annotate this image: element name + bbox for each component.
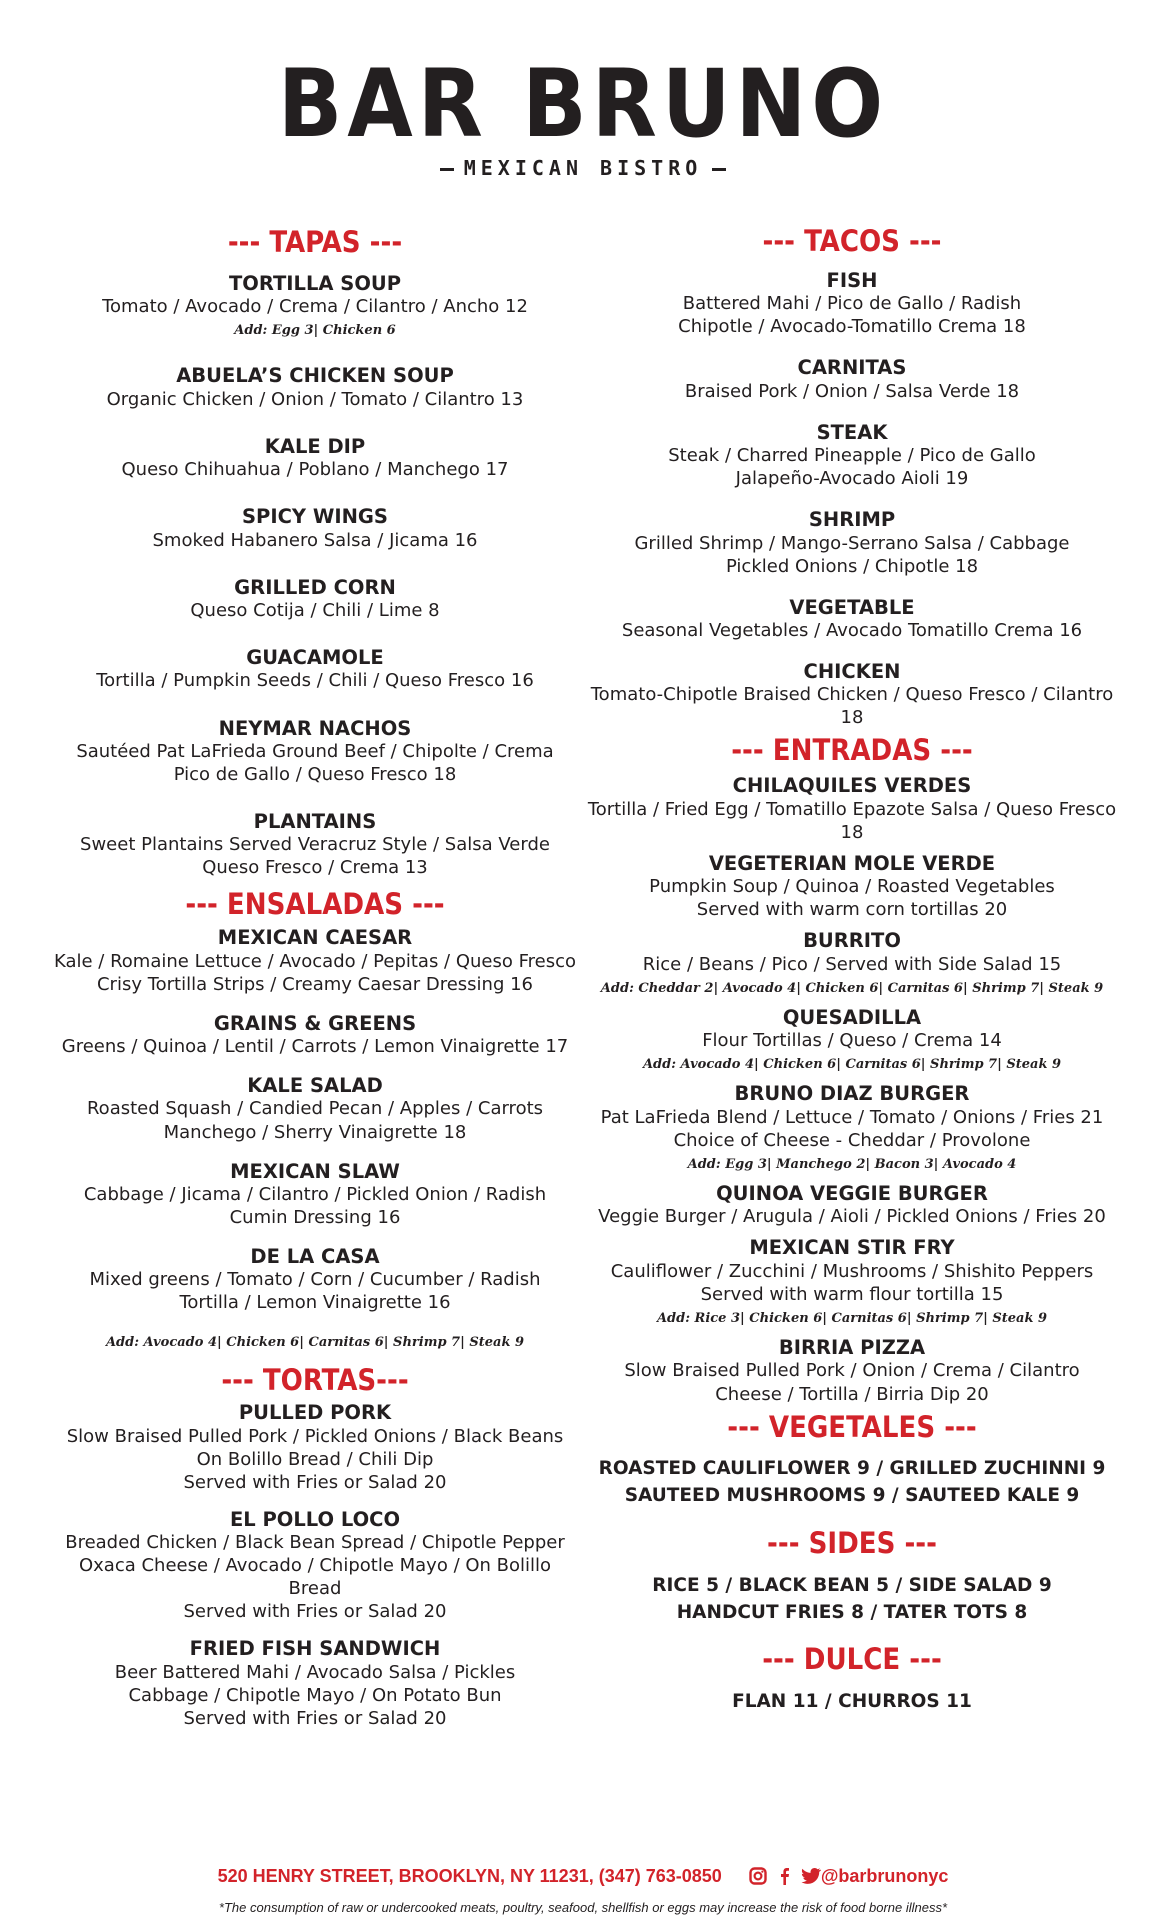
menu-item-description: Steak / Charred Pineapple / Pico de Gallo [668, 445, 1036, 467]
menu-item-name: VEGETABLE [789, 595, 915, 619]
menu-item [584, 1082, 1120, 1174]
menu-item-name: SPICY WINGS [242, 505, 388, 529]
tacos-title: --- TACOS --- [762, 224, 942, 258]
menu-item-description: Roasted Squash / Candied Pecan / Apples / Carrots [86, 1098, 544, 1120]
tacos-list [584, 269, 1120, 730]
social-handle[interactable]: @barbrunonyc [820, 1866, 949, 1886]
menu-item-name: QUINOA VEGGIE BURGER [716, 1182, 988, 1206]
facebook-icon[interactable] [778, 1867, 790, 1885]
menu-item-name: SHRIMP [808, 508, 896, 532]
menu-item-addon: Add: Egg 3| Chicken 6 [234, 323, 396, 339]
dulce-title: --- DULCE --- [762, 1642, 942, 1677]
menu-item-name: KALE DIP [264, 434, 366, 458]
menu-item-description: Oxaca Cheese / Avocado / Chipotle Mayo / On Bolillo Bread [78, 1555, 552, 1600]
menu-item [584, 508, 1120, 577]
menu-item [50, 1160, 580, 1229]
tapas-list [50, 272, 580, 880]
menu-item-name: MEXICAN STIR FRY [749, 1236, 955, 1260]
menu-item-name: BRUNO DIAZ BURGER [734, 1082, 970, 1106]
menu-item-description: Queso Cotija / Chili / Lime 8 [190, 600, 440, 622]
menu-item [50, 364, 580, 410]
menu-item [584, 929, 1120, 998]
menu-item-name: GRAINS & GREENS [213, 1011, 417, 1035]
menu-item-description: Tomato-Chipotle Braised Chicken / Queso Fresco / Cilantro 18 [590, 684, 1114, 729]
ensaladas-title: --- ENSALADAS --- [185, 887, 445, 922]
vegetales-line: ROASTED CAULIFLOWER 9 / GRILLED ZUCHINNI 9 [598, 1458, 1106, 1480]
menu-item-name: BURRITO [803, 929, 901, 953]
menu-item-description: Cumin Dressing 16 [229, 1206, 401, 1228]
menu-item-description: Rice / Beans / Pico / Served with Side Salad 15 [642, 953, 1062, 975]
menu-item-description: Cabbage / Jicama / Cilantro / Pickled Onion / Radish [83, 1183, 547, 1205]
menu-item-description: Breaded Chicken / Black Bean Spread / Chipotle Pepper [65, 1532, 565, 1554]
menu-item-addon: Add: Egg 3| Manchego 2| Bacon 3| Avocado 4 [687, 1156, 1017, 1172]
menu-item-description: Crisy Tortilla Strips / Creamy Caesar Dressing 16 [96, 973, 534, 995]
menu-item-name: STEAK [816, 420, 888, 444]
menu-item-description: Slow Braised Pulled Pork / Pickled Onions / Black Beans [66, 1425, 564, 1447]
menu-item [50, 1508, 580, 1624]
menu-item [584, 1182, 1120, 1228]
menu-item-description: Tortilla / Lemon Vinaigrette 16 [179, 1292, 451, 1314]
menu-item [584, 269, 1120, 338]
menu-item-name: CHILAQUILES VERDES [732, 774, 972, 798]
ensaladas-list [50, 926, 580, 1314]
menu-item-name: KALE SALAD [247, 1074, 383, 1098]
ensaladas-addon: Add: Avocado 4| Chicken 6| Carnitas 6| Shrimp 7| Steak 9 [105, 1335, 525, 1351]
menu-item-description: Jalapeño-Avocado Aioli 19 [735, 468, 969, 490]
menu-item-description: Served with Fries or Salad 20 [183, 1601, 447, 1623]
menu-item [50, 1245, 580, 1314]
menu-item-addon: Add: Rice 3| Chicken 6| Carnitas 6| Shrimp 7| Steak 9 [656, 1310, 1048, 1326]
menu-item-description: Beer Battered Mahi / Avocado Salsa / Pickles [114, 1661, 516, 1683]
restaurant-tagline [0, 156, 1166, 180]
sides-line: RICE 5 / BLACK BEAN 5 / SIDE SALAD 9 [652, 1574, 1052, 1596]
menu-item-description: Grilled Shrimp / Mango-Serrano Salsa / Cabbage [634, 532, 1070, 554]
tortas-list [50, 1401, 580, 1729]
menu-item-addon: Add: Cheddar 2| Avocado 4| Chicken 6| Carnitas 6| Shrimp 7| Steak 9 [600, 980, 1104, 996]
menu-item-name: GUACAMOLE [246, 646, 384, 670]
menu-item [584, 852, 1120, 921]
twitter-icon[interactable] [801, 1867, 821, 1885]
menu-item-description: Manchego / Sherry Vinaigrette 18 [163, 1121, 467, 1143]
menu-item [50, 717, 580, 786]
menu-item [584, 596, 1120, 642]
menu-item-name: PLANTAINS [253, 809, 377, 833]
menu-item [584, 774, 1120, 843]
menu-item-description: Queso Fresco / Crema 13 [202, 857, 428, 879]
menu-item-description: Smoked Habanero Salsa / Jicama 16 [152, 529, 478, 551]
menu-item-description: Cauliflower / Zucchini / Mushrooms / Shishito Peppers [610, 1260, 1094, 1282]
menu-item-description: Veggie Burger / Arugula / Aioli / Pickled Onions / Fries 20 [598, 1206, 1106, 1228]
menu-item-description: Mixed greens / Tomato / Corn / Cucumber / Radish [89, 1269, 541, 1291]
menu-item-description: Greens / Quinoa / Lentil / Carrots / Lemon Vinaigrette 17 [61, 1036, 569, 1058]
vegetales-title: --- VEGETALES --- [727, 1409, 977, 1444]
menu-item [50, 435, 580, 481]
menu-item-description: Tomato / Avocado / Crema / Cilantro / Ancho 12 [102, 296, 528, 318]
menu-item [584, 1236, 1120, 1328]
menu-item-name: FRIED FISH SANDWICH [189, 1637, 441, 1661]
menu-item [584, 356, 1120, 402]
menu-item-description: Braised Pork / Onion / Salsa Verde 18 [684, 380, 1020, 402]
right-column [584, 224, 1120, 1716]
menu-item-description: Served with Fries or Salad 20 [183, 1471, 447, 1493]
food-safety-disclaimer: *The consumption of raw or undercooked meats, poultry, seafood, shellfish or eggs may increase the risk of food borne illness* [218, 1900, 948, 1915]
menu-item [50, 1401, 580, 1493]
menu-item-description: Pumpkin Soup / Quinoa / Roasted Vegetables [649, 876, 1055, 898]
tagline-dash-right [712, 168, 726, 171]
menu-item-name: CHICKEN [803, 660, 901, 683]
menu-item-description: Slow Braised Pulled Pork / Onion / Crema / Cilantro [624, 1360, 1080, 1382]
menu-item-name: VEGETERIAN MOLE VERDE [708, 851, 996, 875]
vegetales-line: SAUTEED MUSHROOMS 9 / SAUTEED KALE 9 [624, 1485, 1080, 1507]
menu-item-name: QUESADILLA [782, 1005, 922, 1029]
tagline-dash-left [440, 168, 454, 171]
menu-item [50, 1012, 580, 1058]
menu-item-description: Tortilla / Pumpkin Seeds / Chili / Queso Fresco 16 [96, 670, 534, 692]
menu-item-description: Cabbage / Chipotle Mayo / On Potato Bun [128, 1684, 502, 1706]
menu-item-description: Pat LaFrieda Blend / Lettuce / Tomato / Onions / Fries 21 [600, 1106, 1104, 1128]
menu-item [584, 1336, 1120, 1405]
menu-item-description: Organic Chicken / Onion / Tomato / Cilantro 13 [106, 388, 524, 410]
tapas-title: --- TAPAS --- [227, 225, 403, 259]
menu-item-name: MEXICAN SLAW [230, 1159, 400, 1183]
menu-item-description: Tortilla / Fried Egg / Tomatillo Epazote Salsa / Queso Fresco 18 [587, 798, 1117, 843]
menu-item [50, 576, 580, 622]
menu-item [584, 421, 1120, 490]
menu-item-description: Seasonal Vegetables / Avocado Tomatillo Crema 16 [621, 619, 1083, 641]
menu-item-description: Battered Mahi / Pico de Gallo / Radish [682, 293, 1022, 315]
menu-item-description: Pico de Gallo / Queso Fresco 18 [173, 763, 457, 785]
menu-item-description: On Bolillo Bread / Chili Dip [196, 1448, 434, 1470]
menu-item-description: Served with Fries or Salad 20 [183, 1707, 447, 1729]
menu-item [584, 660, 1120, 729]
footer-contact [0, 1866, 1166, 1887]
entradas-list [584, 774, 1120, 1405]
menu-item [50, 505, 580, 551]
menu-item [50, 1637, 580, 1729]
menu-item [584, 1006, 1120, 1075]
menu-item-description: Chipotle / Avocado-Tomatillo Crema 18 [678, 316, 1026, 338]
restaurant-name: BAR BRUNO [277, 50, 889, 159]
entradas-title: --- ENTRADAS --- [731, 733, 973, 768]
menu-item-name: GRILLED CORN [234, 575, 396, 599]
sides-line: HANDCUT FRIES 8 / TATER TOTS 8 [676, 1601, 1028, 1623]
menu-item [50, 926, 580, 995]
footer-address: 520 HENRY STREET, BROOKLYN, NY 11231, (347) 763-0850 [217, 1866, 722, 1886]
sides-title: --- SIDES --- [767, 1525, 937, 1560]
menu-item-name: NEYMAR NACHOS [218, 716, 412, 740]
instagram-icon[interactable] [749, 1867, 767, 1885]
menu-item-name: BIRRIA PIZZA [778, 1336, 926, 1360]
dulce-line: FLAN 11 / CHURROS 11 [732, 1691, 972, 1713]
menu-item-name: PULLED PORK [238, 1401, 392, 1425]
menu-item-name: DE LA CASA [250, 1245, 380, 1268]
menu-item-name: TORTILLA SOUP [228, 271, 402, 295]
tortas-title: --- TORTAS--- [221, 1362, 409, 1397]
menu-item-name: FISH [826, 268, 878, 292]
menu-item [50, 810, 580, 879]
menu-item-description: Sautéed Pat LaFrieda Ground Beef / Chipolte / Crema [76, 740, 554, 762]
menu-item-description: Served with warm flour tortilla 15 [700, 1283, 1004, 1305]
menu-item [50, 646, 580, 692]
menu-item-description: Flour Tortillas / Queso / Crema 14 [702, 1030, 1002, 1052]
left-column [50, 225, 580, 1730]
menu-item-name: EL POLLO LOCO [229, 1507, 401, 1531]
menu-item-description: Pickled Onions / Chipotle 18 [725, 555, 979, 577]
menu-item-description: Cheese / Tortilla / Birria Dip 20 [715, 1383, 989, 1405]
menu-item-description: Queso Chihuahua / Poblano / Manchego 17 [121, 459, 509, 481]
menu-item [50, 1074, 580, 1143]
menu-item-description: Choice of Cheese - Cheddar / Provolone [673, 1129, 1031, 1151]
menu-item-name: CARNITAS [797, 356, 907, 380]
menu-item-description: Sweet Plantains Served Veracruz Style / Salsa Verde [80, 834, 550, 856]
menu-item-name: MEXICAN CAESAR [217, 926, 413, 950]
menu-item-description: Kale / Romaine Lettuce / Avocado / Pepitas / Queso Fresco [53, 950, 577, 972]
menu-item-description: Served with warm corn tortillas 20 [696, 899, 1008, 921]
menu-item-name: ABUELA’S CHICKEN SOUP [176, 364, 454, 388]
tagline-text: MEXICAN BISTRO [463, 156, 703, 180]
menu-item-addon: Add: Avocado 4| Chicken 6| Carnitas 6| Shrimp 7| Steak 9 [642, 1057, 1062, 1073]
menu-item [50, 272, 580, 341]
